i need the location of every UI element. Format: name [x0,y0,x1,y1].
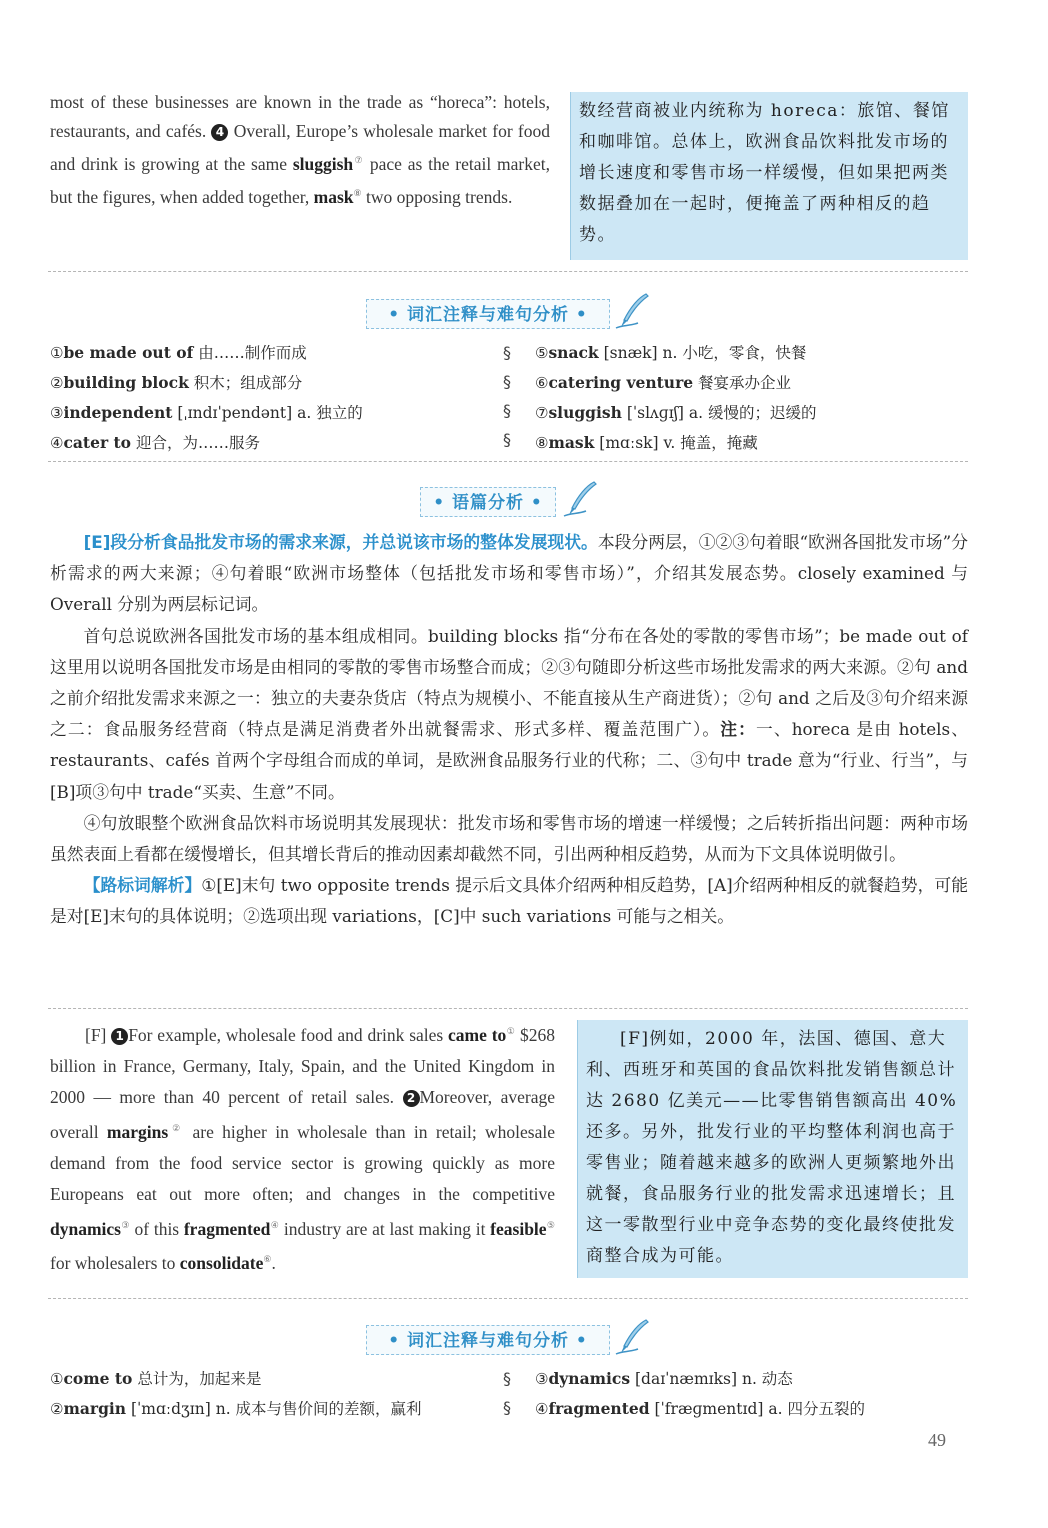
vocab-list-right [535,1364,968,1424]
vocab-definition: [daɪˈnæmɪks] n. 动态 [630,1370,793,1388]
vocab-list-left [50,338,490,458]
keyword: feasible [490,1218,547,1239]
section-title-vocab [366,1325,610,1355]
translation-text: [F]例如，2000 年，法国、德国、意大利、西班牙和英国的食品饮料批发销售额总计达 2680 亿美元——比零售销售额高出 40%还多。另外，批发行业的平均整体利润也高于零售业；随着越来越多的欧洲人更频繁地外出就餐，食品服务行业的批发需求迅速增长；且这一零散型行业中竞争态势的变化最终使批发商整合成为可能。 [586,1029,958,1266]
vocab-definition: 由……制作而成 [193,344,307,362]
vocab-definition: 总计为，加起来是 [132,1370,262,1388]
footnote-marker: ③ [120,1219,130,1230]
vocab-term: come to [63,1369,133,1388]
item-number: ① [50,1370,64,1388]
item-number: ⑤ [535,344,549,362]
vocab-definition: [ˌɪndɪˈpendənt] a. 独立的 [172,404,363,422]
footnote-marker: ⑧ [353,187,362,198]
passage-text: Moreover, average overall [50,1086,556,1142]
vocab-item [535,368,968,398]
keyword: came to [448,1024,507,1045]
item-number: ① [50,344,64,362]
divider [48,1008,968,1009]
passage-english-e [50,88,550,212]
vocab-item [50,338,490,368]
section-title-text: • 词汇注释与难句分析 • [388,305,588,325]
vocab-list-right [535,338,968,458]
vocab-item [50,1364,490,1394]
vocab-term: snack [548,343,599,362]
item-number: ② [50,1400,64,1418]
vocab-item [535,1364,968,1394]
section-title-vocab [366,299,610,329]
divider [48,271,968,272]
item-number: ④ [535,1400,549,1418]
translation-text: 数经营商被业内统称为 horeca：旅馆、餐馆和咖啡馆。总体上，欧洲食品饮料批发市场的增长速度和零售市场一样缓慢，但如果把两类数据叠加在一起时，便掩盖了两种相反的趋势。 [579,101,950,245]
passage-text: pace as the retail market, but the figures, when added together, [50,153,550,207]
section-title-text: • 语篇分析 • [433,493,543,513]
sentence-number-badge: 2 [403,1090,420,1107]
passage-text: For example, wholesale food and drink sales [128,1024,449,1045]
passage-text: most of these businesses are known in the trade as “horeca”: hotels, restaurants, and cafés. [50,92,550,141]
vocab-definition: [mɑːsk] v. 掩盖，掩藏 [594,434,758,452]
analysis-paragraph [50,621,968,808]
footnote-marker: ④ [270,1219,280,1230]
passage-text: two opposing trends. [361,186,513,207]
divider [48,461,968,462]
analysis-text: 本段分两层，①②③句着眼“欧洲各国批发市场”分析需求的两大来源；④句着眼“欧洲市场整体（包括批发市场和零售市场）”，介绍其发展态势。closely examined 与 Overall 分别为两层标记词。 [50,532,968,615]
item-number: ③ [535,1370,549,1388]
divider [48,1298,968,1299]
keyword: sluggish [292,153,354,174]
vocab-term: independent [63,403,173,422]
translation-box-f [577,1020,968,1278]
footnote-marker: ② [168,1122,185,1133]
footnote-marker: ⑥ [263,1254,272,1265]
vocab-definition: [ˈfræɡmentɪd] a. 四分五裂的 [649,1400,865,1418]
vocab-definition: [ˈslʌɡɪʃ] a. 缓慢的；迟缓的 [621,404,817,422]
vocab-item [50,368,490,398]
passage-text: are higher in wholesale than in retail; wholesale demand from the food service sector is growing quickly as more Europeans eat out more often; and changes in the competitive [50,1121,555,1204]
quill-pen-icon [560,478,602,520]
analysis-lead: [E]段分析食品批发市场的需求来源，并总说该市场的整体发展现状。 [83,532,598,552]
section-title-discourse [420,487,556,517]
item-number: ③ [50,404,64,422]
sentence-number-badge: 4 [211,124,228,141]
vocab-term: margin [63,1399,127,1418]
footnote-marker: ⑤ [546,1219,555,1230]
vocab-term: building block [63,373,189,392]
footnote-marker: ⑦ [353,155,365,165]
discourse-analysis [50,527,968,933]
vocab-definition: 迎合，为……服务 [131,434,260,452]
paragraph-label: [F] [85,1024,107,1045]
analysis-text: ④句放眼整个欧洲食品饮料市场说明其发展现状：批发市场和零售市场的增速一样缓慢；之后转折指出问题：两种市场虽然表面上看都在缓慢增长，但其增长背后的推动因素却截然不同，引出两种相反趋势，从而为下文具体说明做引。 [50,812,968,865]
column-divider-wave: § § [503,1369,511,1417]
item-number: ⑥ [535,374,549,392]
vocab-term: sluggish [548,403,622,422]
passage-text: industry are at last making it [279,1218,491,1239]
analysis-paragraph [50,808,968,870]
vocab-item [535,428,968,458]
vocab-item [535,338,968,368]
keyword: mask [313,186,354,207]
footnote-marker: ① [506,1026,516,1036]
analysis-text: 一、horeca 是由 hotels、restaurants、cafés 首两个字母组合而成的单词，是欧洲食品服务行业的代称；二、③句中 trade 意为“行业、行当”，与[B]项③句中 trade“买卖、生意”不同。 [50,719,968,802]
analysis-paragraph [50,527,968,621]
page-number: 49 [928,1430,946,1450]
item-number: ② [50,374,64,392]
item-number: ⑦ [535,404,549,422]
analysis-text: 首句总说欧洲各国批发市场的基本组成相同。building blocks 指“分布在各处的零散的零售市场”；be made out of 这里用以说明各国批发市场是由相同的零散的零售市场整合而成；②③句随即分析这些市场批发需求的两大来源。②句 and 之前介绍批发需求来源之一：独立的夫妻杂货店（特点为规模小、不能直接从生产商进货）；②句 and 之后及③句介绍来源之二：食品服务经营商（特点是满足消费者外出就餐需求、形式多样、覆盖范围广）。 [50,625,968,740]
vocab-item [50,398,490,428]
analysis-paragraph [50,870,968,932]
vocab-item [50,428,490,458]
translation-box-e [570,92,968,260]
analysis-text: ①[E]末句 two opposite trends 提示后文具体介绍两种相反趋势，[A]介绍两种相反的就餐趋势，可能是对[E]末句的具体说明；②选项出现 variations，[C]中 such variations 可能与之相关。 [50,875,968,927]
keyword: fragmented [183,1218,271,1239]
vocab-term: fragmented [548,1399,650,1418]
vocab-definition: [ˈmɑːdʒɪn] n. 成本与售价间的差额，赢利 [126,1400,422,1418]
vocab-item [50,1394,490,1424]
item-number: ④ [50,434,64,452]
vocab-item [535,398,968,428]
vocab-term: mask [548,433,595,452]
passage-text: of this [129,1218,184,1239]
keyword: margins [106,1121,169,1142]
passage-text: . [271,1253,276,1274]
signpost-label: 【路标词解析】 [83,875,202,896]
quill-pen-icon [612,1316,654,1358]
vocab-item [535,1394,968,1424]
vocab-term: cater to [63,433,132,452]
column-divider-wave: § § § § [503,343,511,449]
section-title-text: • 词汇注释与难句分析 • [388,1331,588,1351]
keyword: consolidate [179,1253,264,1274]
vocab-definition: [snæk] n. 小吃，零食，快餐 [598,344,807,362]
passage-english-f [50,1016,555,1279]
passage-text: Overall, Europe’s wholesale market for food and drink is growing at the same [50,121,551,174]
vocab-definition: 餐宴承办企业 [693,374,792,392]
vocab-term: dynamics [548,1369,631,1388]
vocab-list-left [50,1364,490,1424]
item-number: ⑧ [535,434,549,452]
vocab-definition: 积木；组成部分 [188,374,303,392]
vocab-term: catering venture [548,373,694,392]
passage-text: $268 billion in France, Germany, Italy, Spain, and the United Kingdom in 2000 — more than 40 percent of retail sales. [50,1024,556,1107]
quill-pen-icon [612,290,654,332]
vocab-term: be made out of [63,343,194,362]
passage-text: for wholesalers to [50,1253,180,1274]
note-label: 注： [720,719,757,740]
sentence-number-badge: 1 [111,1028,128,1045]
keyword: dynamics [50,1218,121,1239]
